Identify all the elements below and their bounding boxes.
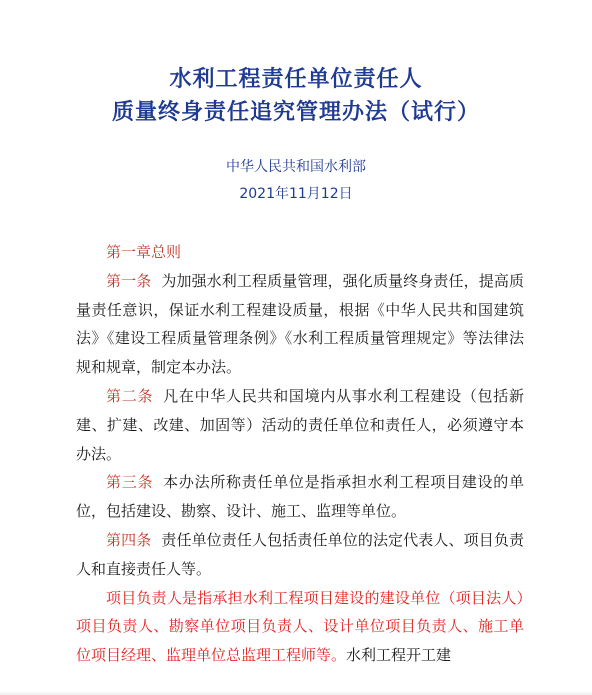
paragraph-5	[76, 584, 524, 670]
article-3	[76, 468, 524, 526]
chapter-title-part2: 则	[166, 243, 182, 261]
article-label: 第四条	[106, 530, 152, 549]
chapter-number: 第一章	[106, 243, 152, 261]
article-label: 第二条	[106, 386, 154, 405]
chapter-heading	[76, 238, 524, 267]
issuer: 中华人民共和国水利部	[226, 159, 366, 175]
article-4	[76, 526, 524, 584]
article-text: 责任单位责任人包括责任单位的法定代表人、项目负责人和直接责任人等。	[76, 530, 524, 578]
article-text: 本办法所称责任单位是指承担水利工程项目建设的单位，包括建设、勘察、设计、施工、监理等单位。	[76, 473, 524, 521]
article-label: 第一条	[106, 271, 152, 290]
page-bottom-edge	[0, 691, 592, 695]
document-title-line1: 水利工程责任单位责任人	[169, 66, 423, 92]
article-2	[76, 382, 524, 468]
document-title-line2: 质量终身责任追究管理办法（试行）	[111, 99, 480, 125]
article-label: 第三条	[106, 473, 154, 492]
article-1	[76, 267, 524, 382]
chapter-title-part1: 总	[151, 243, 167, 261]
paragraph-continuation: 水利工程开工建	[346, 646, 452, 665]
document-body	[76, 238, 524, 670]
issue-date: 2021年11月12日	[239, 186, 353, 202]
article-text: 凡在中华人民共和国境内从事水利工程建设（包括新建、扩建、改建、加固等）活动的责任单位和责任人，必须遵守本办法。	[76, 386, 524, 463]
highlighted-definition: 项目负责人是指承担水利工程项目建设的建设单位（项目法人）项目负责人、勘察单位项目负责人、设计单位项目负责人、施工单位项目经理、监理单位总监理工程师等。	[76, 588, 524, 665]
article-text: 为加强水利工程质量管理，强化质量终身责任，提高质量责任意识，保证水利工程建设质量，根据《中华人民共和国建筑法》《建设工程质量管理条例》《水利工程质量管理规定》等法律法规和规章，制定本办法。	[76, 271, 524, 377]
